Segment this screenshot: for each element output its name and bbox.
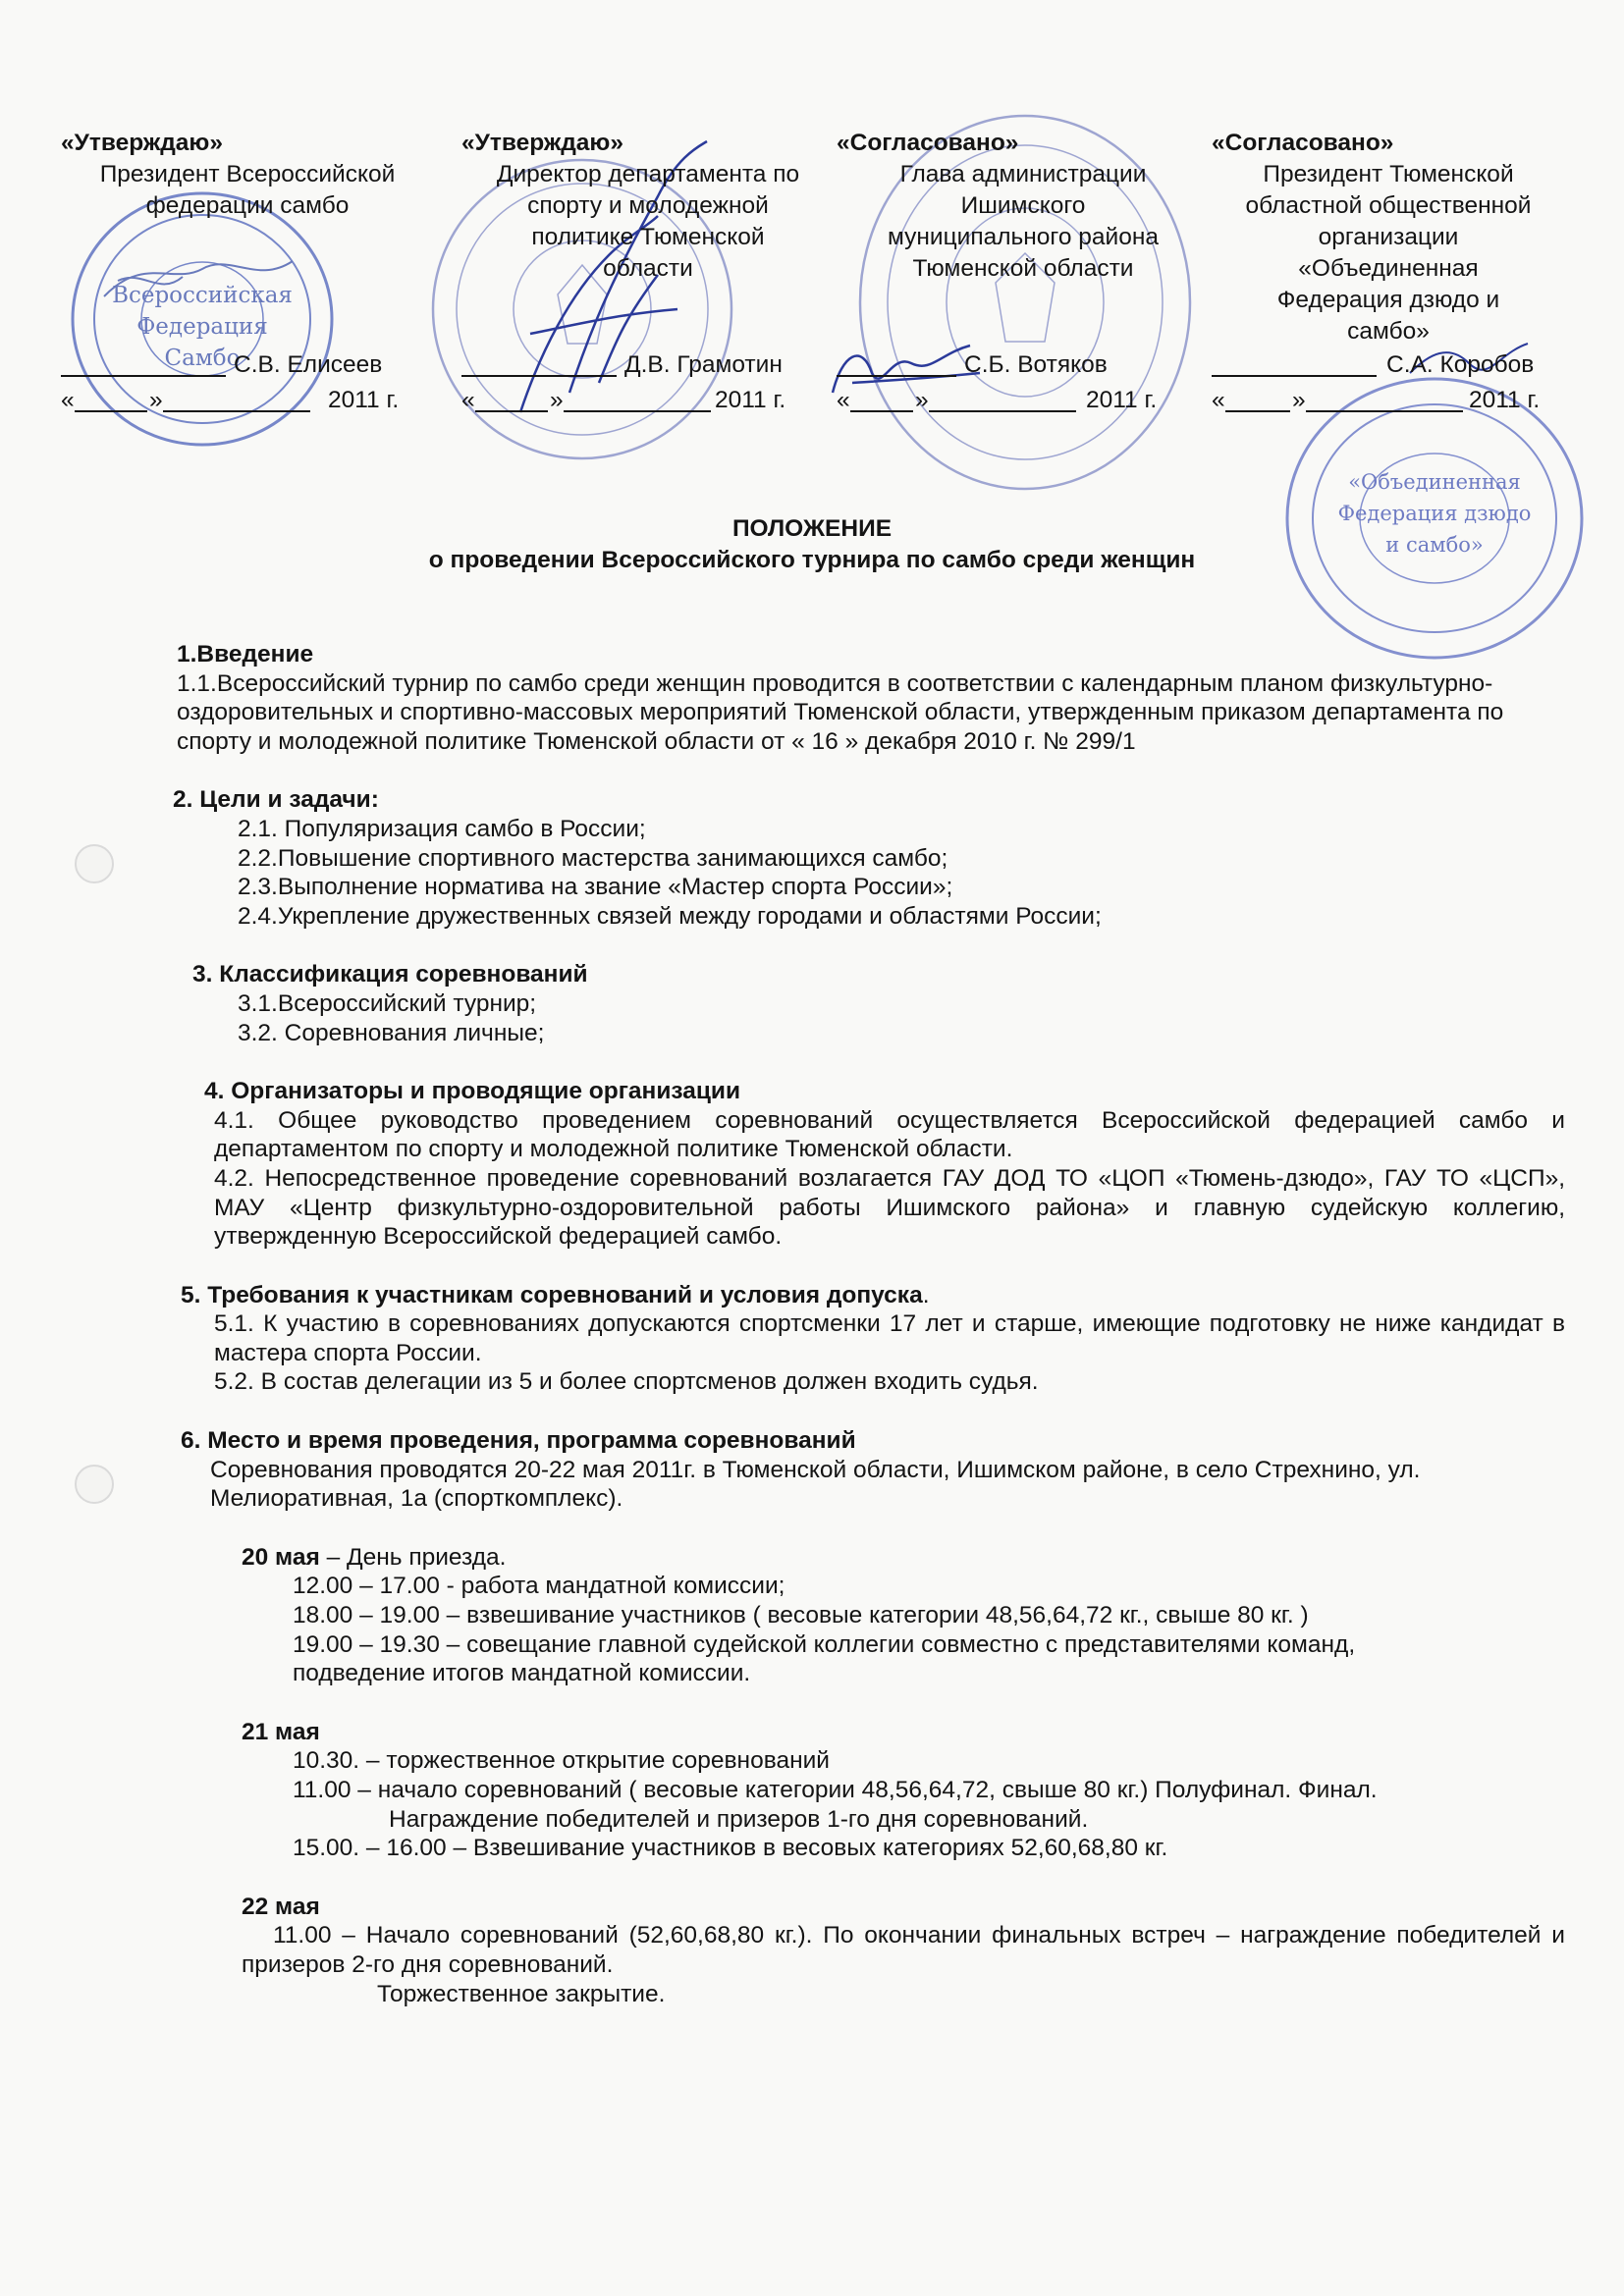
approval-position-line: федерации самбо xyxy=(145,192,350,219)
stamp-vfs-line1: Всероссийская xyxy=(112,283,293,308)
title: ПОЛОЖЕНИЕ xyxy=(731,515,893,542)
approval-director-department xyxy=(461,128,835,413)
schedule-item: 12.00 – 17.00 - работа мандатной комиссии; xyxy=(293,1573,785,1600)
approval-blocks xyxy=(61,128,1573,432)
section-paragraph: 5.2. В состав делегации из 5 и более спортсменов должен входить судья. xyxy=(214,1368,1039,1396)
approval-position-line: Глава администрации xyxy=(899,161,1147,187)
signature-line xyxy=(1212,349,1565,383)
approval-heading: «Согласовано» xyxy=(1212,130,1394,156)
schedule-date: 21 мая xyxy=(242,1718,320,1745)
section-paragraph: 4.1. Общее руководство проведением соревнований осуществляется Всероссийской федерацией самбо и департаментом по спорту и молодежной политике Тюменской области. xyxy=(214,1106,1565,1163)
signatory-name: С.В. Елисеев xyxy=(234,351,383,378)
signature-blank xyxy=(61,375,226,377)
punch-hole-top xyxy=(75,844,114,883)
document-body xyxy=(173,640,1565,2008)
schedule-day-2 xyxy=(242,1718,1565,1863)
schedule-date: 20 мая xyxy=(242,1543,320,1571)
approval-position-line: самбо» xyxy=(1347,318,1430,345)
approval-position-line: организации xyxy=(1318,224,1459,250)
section-paragraph: 1.1.Всероссийский турнир по самбо среди женщин проводится в соответствии с календарным планом физкультурно-оздоровительных и спортивно-массовых мероприятий Тюменской области, утвержденным приказом департамента по спорту и молодежной политике Тюменской области от « 16 » декабря 2010 г. № 299/1 xyxy=(177,669,1504,755)
approval-position-line: «Объединенная xyxy=(1298,255,1479,282)
schedule-day-1: 20 мая – День приезда. 12.00 – 17.00 - работа мандатной комиссии; 18.00 – 19.00 – взвешивание участников ( весовые категории 48,56,64,72 кг., свыше 80 кг. ) 19.00 – 19.30 – совещание главной судейской коллегии совместно с представителями команд, подведение итогов мандатной комиссии. xyxy=(242,1543,1565,1688)
section-venue-program xyxy=(181,1426,1565,2008)
approval-position-line: Президент Тюменской xyxy=(1263,161,1514,187)
schedule-item: 19.00 – 19.30 – совещание главной судейской коллегии совместно с представителями команд, xyxy=(293,1630,1356,1658)
stamp-ofds-line1: «Объединенная xyxy=(1348,470,1521,494)
punch-hole-bottom xyxy=(75,1465,114,1504)
approval-position-line: Директор департамента по xyxy=(496,161,800,187)
signature-blank xyxy=(837,375,956,377)
signature-line xyxy=(61,349,434,383)
approval-president-tyumen-organization xyxy=(1212,128,1565,413)
signature-line xyxy=(461,349,835,383)
stamp-vfs-line3: Самбо xyxy=(164,346,241,371)
signature-line xyxy=(837,349,1210,383)
schedule-item: 15.00. – 16.00 – Взвешивание участников в весовых категориях 52,60,68,80 кг. xyxy=(293,1835,1168,1862)
section-heading: 4. Организаторы и проводящие организации xyxy=(204,1078,741,1105)
approval-date: « » 2011 г. xyxy=(461,387,786,413)
section-classification xyxy=(192,960,1565,1047)
approval-position-line: Тюменской области xyxy=(912,255,1134,282)
list-item: 2.3.Выполнение норматива на звание «Мастер спорта России»; xyxy=(238,874,953,901)
schedule-item: 10.30. – торжественное открытие соревнований xyxy=(293,1747,830,1775)
section-heading: 6. Место и время проведения, программа соревнований xyxy=(181,1427,856,1455)
section-heading: 2. Цели и задачи: xyxy=(173,786,379,814)
approval-head-administration xyxy=(837,128,1210,413)
schedule-item: 11.00 – начало соревнований ( весовые категории 48,56,64,72, свыше 80 кг.) Полуфинал. Финал. xyxy=(293,1777,1378,1803)
schedule-item: Торжественное закрытие. xyxy=(377,1980,666,2007)
list-item: 3.2. Соревнования личные; xyxy=(238,1019,545,1046)
section-heading: 5. Требования к участникам соревнований и условия допуска. xyxy=(181,1281,930,1308)
schedule-item: Награждение победителей и призеров 1-го дня соревнований. xyxy=(389,1805,1089,1833)
approval-heading: «Утверждаю» xyxy=(61,130,223,156)
section-paragraph: 4.2. Непосредственное проведение соревнований возлагается ГАУ ДОД ТО «ЦОП «Тюмень-дзюдо», ГАУ ТО «ЦСП», МАУ «Центр физкультурно-оздоровительной работы Ишимского района» и главную судейскую коллегию, утвержденную Всероссийской федерацией самбо. xyxy=(214,1164,1565,1251)
list-item: 3.1.Всероссийский турнир; xyxy=(238,989,537,1017)
signature-blank xyxy=(1212,375,1377,377)
approval-position-line: Ишимского xyxy=(960,192,1086,219)
approval-position-line: областной общественной xyxy=(1245,192,1532,219)
approval-position-line: муниципального района xyxy=(888,224,1159,250)
section-requirements xyxy=(181,1281,1565,1397)
schedule-date: 22 мая xyxy=(242,1893,320,1920)
signature-blank xyxy=(461,375,617,377)
section-organizers xyxy=(204,1077,1565,1252)
section-goals xyxy=(173,785,1565,931)
section-paragraph: Соревнования проводятся 20-22 мая 2011г. в Тюменской области, Ишимском районе, в село Стрехнино, ул. Мелиоративная, 1а (спорткомплекс). xyxy=(210,1456,1421,1513)
stamp-ofds-line2: Федерация дзюдо xyxy=(1337,502,1532,525)
approval-date: « » 2011 г. xyxy=(61,387,400,413)
section-paragraph: 5.1. К участию в соревнованиях допускаются спортсменки 17 лет и старше, имеющие подготовку не ниже кандидат в мастера спорта России. xyxy=(214,1310,1565,1366)
approval-date: « » 2011 г. xyxy=(1212,387,1541,413)
schedule-item: подведение итогов мандатной комиссии. xyxy=(293,1660,751,1687)
approval-position-line: политике Тюменской xyxy=(531,224,765,250)
schedule-item: 18.00 – 19.00 – взвешивание участников ( весовые категории 48,56,64,72 кг., свыше 80 кг. ) xyxy=(293,1602,1309,1629)
section-heading: 1.Введение xyxy=(177,641,314,667)
list-item: 2.2.Повышение спортивного мастерства занимающихся самбо; xyxy=(238,844,948,872)
approval-heading: «Утверждаю» xyxy=(461,130,623,156)
list-item: 2.1. Популяризация самбо в России; xyxy=(238,815,646,842)
approval-position-line: Федерация дзюдо и xyxy=(1276,287,1500,313)
list-item: 2.4.Укрепление дружественных связей между городами и областями России; xyxy=(238,902,1102,930)
stamp-vfs-line2: Федерация xyxy=(136,314,268,340)
schedule-day-3 xyxy=(242,1893,1565,2008)
document-title xyxy=(0,513,1624,576)
stamp-ofds-line3: и самбо» xyxy=(1385,533,1484,557)
approval-heading: «Согласовано» xyxy=(837,130,1019,156)
signatory-name: С.А. Коробов xyxy=(1386,351,1535,378)
signatory-name: С.Б. Вотяков xyxy=(964,351,1108,378)
subtitle: о проведении Всероссийского турнира по самбо среди женщин xyxy=(428,547,1196,573)
schedule-item: 11.00 – Начало соревнований (52,60,68,80 кг.). По окончании финальных встреч – награждение победителей и призеров 2-го дня соревнований. xyxy=(242,1922,1565,1978)
section-heading: 3. Классификация соревнований xyxy=(192,961,588,988)
approval-position-line: области xyxy=(603,255,693,282)
signatory-name: Д.В. Грамотин xyxy=(624,351,783,378)
approval-date: « » 2011 г. xyxy=(837,387,1158,413)
approval-position-line: спорту и молодежной xyxy=(527,192,769,219)
section-introduction xyxy=(177,640,1565,756)
approval-position-line: Президент Всероссийской xyxy=(99,161,396,187)
